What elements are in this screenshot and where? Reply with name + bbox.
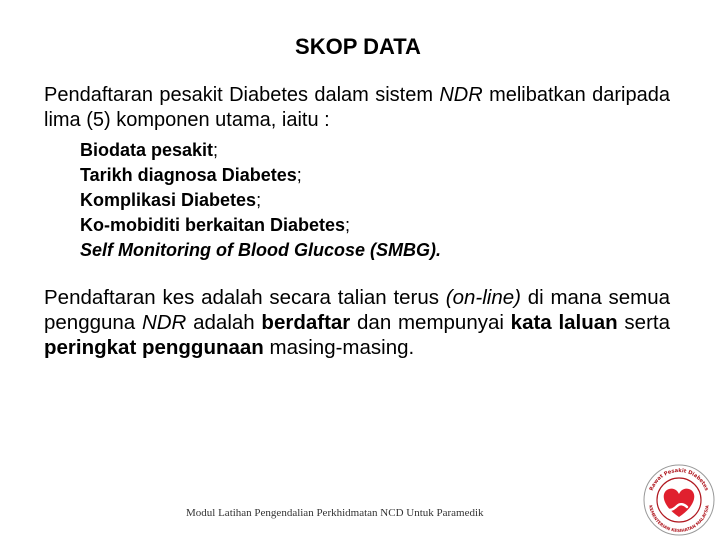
diabetes-logo	[640, 462, 718, 538]
intro-text-2: melibatkan daripada lima (5) komponen utama, iaitu :	[44, 84, 670, 131]
list-item	[80, 138, 441, 163]
reg-text-5: serta	[617, 311, 671, 334]
reg-kata-laluan: kata laluan	[510, 311, 618, 334]
slide-title: SKOP DATA	[295, 34, 421, 59]
component-bold: Komplikasi Diabetes	[80, 190, 257, 210]
footer-text: Modul Latihan Pengendalian Perkhidmatan NCD Untuk Paramedik	[186, 507, 484, 519]
component-bold: Tarikh diagnosa Diabetes	[80, 165, 297, 185]
list-item	[80, 188, 441, 213]
component-list	[80, 138, 441, 263]
component-tail: ;	[345, 215, 351, 235]
component-tail: ;	[213, 140, 219, 160]
list-item	[80, 163, 441, 188]
reg-online: (on-line)	[445, 286, 521, 309]
logo-bottom-text: KEMENTERIAN KESIHATAN MALAYSIA	[648, 504, 710, 534]
reg-text-4: dan mempunyai	[350, 311, 511, 334]
component-tail: ;	[256, 190, 262, 210]
list-item	[80, 213, 441, 238]
component-bold: Ko-mobiditi berkaitan Diabetes	[80, 215, 346, 235]
registration-paragraph	[44, 285, 670, 360]
component-tail: ;	[296, 165, 302, 185]
reg-peringkat: peringkat penggunaan	[44, 336, 264, 359]
list-item	[80, 238, 441, 263]
reg-text-6: masing-masing.	[263, 336, 415, 359]
intro-paragraph	[44, 83, 670, 133]
reg-text-3: adalah	[186, 311, 262, 334]
logo-top-text: Rawat Pesakit Diabetes	[648, 467, 710, 492]
component-bold: Biodata pesakit	[80, 140, 214, 160]
reg-text-1: Pendaftaran kes adalah secara talian terus	[44, 286, 446, 309]
reg-text-2: di mana semua pengguna	[44, 286, 670, 334]
component-bold: Self Monitoring of Blood Glucose (SMBG).	[80, 240, 441, 260]
reg-ndr: NDR	[141, 311, 187, 334]
intro-text-1: Pendaftaran pesakit Diabetes dalam sistem	[44, 84, 440, 106]
reg-berdaftar: berdaftar	[261, 311, 351, 334]
intro-ndr: NDR	[439, 84, 483, 106]
